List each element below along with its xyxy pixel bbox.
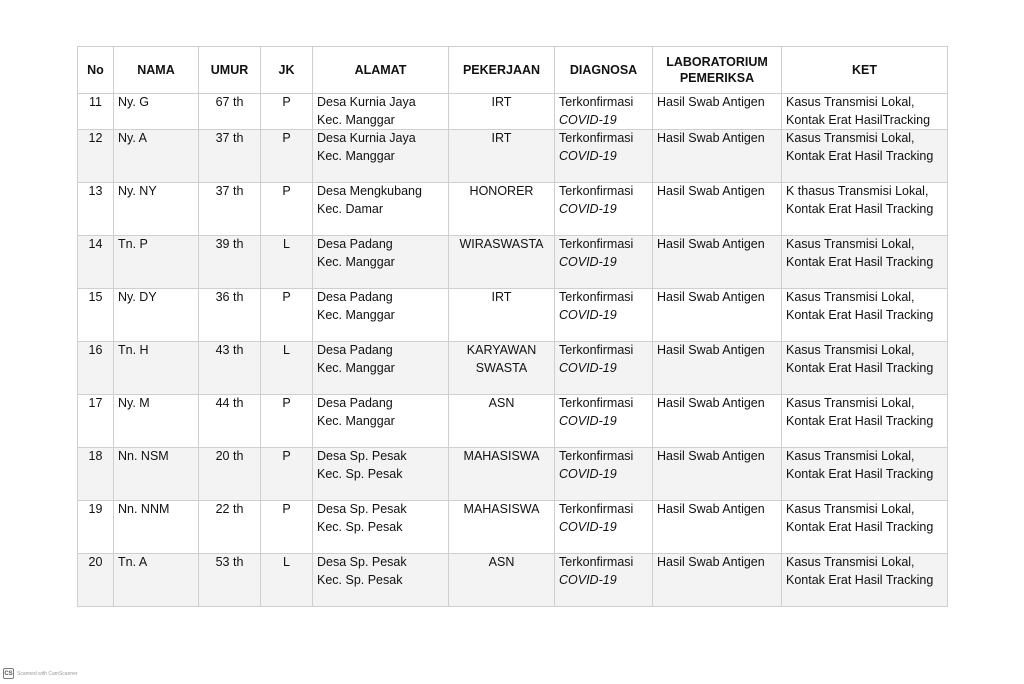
pekerjaan-text: IRT — [491, 131, 512, 145]
header-jk: JK — [261, 47, 313, 94]
cell-nama: Tn. A — [114, 554, 199, 607]
pekerjaan-text: MAHASISWA — [463, 502, 540, 516]
cell-pekerjaan — [449, 501, 555, 554]
pekerjaan-text: HONORER — [469, 184, 534, 198]
cell-no: 19 — [78, 501, 114, 554]
table-row — [78, 289, 948, 342]
cell-laboratorium — [653, 289, 782, 342]
cell-alamat — [313, 130, 449, 183]
pekerjaan-text: WIRASWASTA — [459, 237, 544, 251]
table-row — [78, 94, 948, 130]
diagnosa-status: Terkonfirmasi — [559, 290, 634, 304]
lab-text: Hasil Swab Antigen — [657, 237, 765, 251]
cell-nama: Ny. NY — [114, 183, 199, 236]
cell-ket — [782, 395, 948, 448]
cell-pekerjaan — [449, 554, 555, 607]
lab-text: Hasil Swab Antigen — [657, 131, 765, 145]
cell-umur: 36 th — [199, 289, 261, 342]
diagnosa-status: Terkonfirmasi — [559, 131, 634, 145]
diagnosa-disease: COVID-19 — [559, 572, 617, 587]
diagnosa-status: Terkonfirmasi — [559, 449, 634, 463]
cell-laboratorium — [653, 236, 782, 289]
cell-laboratorium — [653, 342, 782, 395]
alamat-kecamatan: Kec. Sp. Pesak — [317, 572, 403, 587]
cell-diagnosa — [555, 236, 653, 289]
table-row — [78, 130, 948, 183]
camscanner-logo-icon: CS — [3, 668, 14, 679]
cell-no: 11 — [78, 94, 114, 130]
cell-ket — [782, 554, 948, 607]
cell-umur: 22 th — [199, 501, 261, 554]
header-umur: UMUR — [199, 47, 261, 94]
cell-umur: 44 th — [199, 395, 261, 448]
cell-pekerjaan — [449, 130, 555, 183]
table-row — [78, 554, 948, 607]
cell-laboratorium — [653, 554, 782, 607]
pekerjaan-text: MAHASISWA — [463, 449, 540, 463]
cell-ket — [782, 501, 948, 554]
cell-umur: 43 th — [199, 342, 261, 395]
cell-nama: Tn. P — [114, 236, 199, 289]
cell-no: 18 — [78, 448, 114, 501]
cell-alamat — [313, 236, 449, 289]
header-ket: KET — [782, 47, 948, 94]
cell-jk: P — [261, 395, 313, 448]
cell-umur: 53 th — [199, 554, 261, 607]
cell-laboratorium — [653, 183, 782, 236]
diagnosa-status: Terkonfirmasi — [559, 95, 634, 109]
cell-alamat — [313, 183, 449, 236]
alamat-kecamatan: Kec. Sp. Pesak — [317, 519, 403, 534]
cell-pekerjaan — [449, 342, 555, 395]
table-row — [78, 448, 948, 501]
ket-text: Kasus Transmisi Lokal, Kontak Erat Hasil Tracking — [786, 555, 934, 587]
cell-pekerjaan — [449, 94, 555, 130]
table-row — [78, 342, 948, 395]
alamat-kecamatan: Kec. Sp. Pesak — [317, 466, 403, 481]
cell-diagnosa — [555, 94, 653, 130]
ket-text: Kasus Transmisi Lokal, Kontak Erat Hasil Tracking — [786, 449, 934, 481]
cell-umur: 20 th — [199, 448, 261, 501]
cell-jk: P — [261, 94, 313, 130]
lab-text: Hasil Swab Antigen — [657, 184, 765, 198]
cell-alamat — [313, 94, 449, 130]
cell-nama: Nn. NNM — [114, 501, 199, 554]
cell-umur: 39 th — [199, 236, 261, 289]
cell-no: 17 — [78, 395, 114, 448]
cell-no: 15 — [78, 289, 114, 342]
cell-ket — [782, 94, 948, 130]
cell-pekerjaan — [449, 289, 555, 342]
alamat-kecamatan: Kec. Manggar — [317, 148, 395, 163]
cell-diagnosa — [555, 130, 653, 183]
ket-text: Kasus Transmisi Lokal, Kontak Erat HasilTracking — [786, 95, 931, 127]
alamat-desa: Desa Sp. Pesak — [317, 502, 407, 516]
cell-laboratorium — [653, 501, 782, 554]
table-row — [78, 501, 948, 554]
diagnosa-disease: COVID-19 — [559, 519, 617, 534]
alamat-kecamatan: Kec. Manggar — [317, 254, 395, 269]
ket-text: K thasus Transmisi Lokal, Kontak Erat Hasil Tracking — [786, 184, 934, 216]
pekerjaan-text: IRT — [491, 95, 512, 109]
alamat-desa: Desa Padang — [317, 237, 393, 251]
cell-jk: P — [261, 183, 313, 236]
cell-jk: P — [261, 448, 313, 501]
cell-nama: Ny. A — [114, 130, 199, 183]
pekerjaan-text: ASN — [488, 555, 515, 569]
cell-diagnosa — [555, 501, 653, 554]
scanner-watermark — [3, 668, 78, 679]
alamat-desa: Desa Sp. Pesak — [317, 449, 407, 463]
cell-ket — [782, 448, 948, 501]
diagnosa-disease: COVID-19 — [559, 112, 617, 127]
diagnosa-disease: COVID-19 — [559, 254, 617, 269]
diagnosa-disease: COVID-19 — [559, 360, 617, 375]
cell-alamat — [313, 395, 449, 448]
header-row — [78, 47, 948, 94]
alamat-kecamatan: Kec. Manggar — [317, 112, 395, 127]
diagnosa-disease: COVID-19 — [559, 413, 617, 428]
header-no: No — [78, 47, 114, 94]
cell-ket — [782, 289, 948, 342]
cell-pekerjaan — [449, 395, 555, 448]
cell-diagnosa — [555, 448, 653, 501]
ket-text: Kasus Transmisi Lokal, Kontak Erat Hasil Tracking — [786, 131, 934, 163]
cell-ket — [782, 130, 948, 183]
cell-diagnosa — [555, 289, 653, 342]
cell-laboratorium — [653, 130, 782, 183]
pekerjaan-text: KARYAWAN SWASTA — [466, 343, 537, 375]
alamat-kecamatan: Kec. Manggar — [317, 413, 395, 428]
lab-text: Hasil Swab Antigen — [657, 95, 765, 109]
cell-nama: Ny. DY — [114, 289, 199, 342]
cell-laboratorium — [653, 395, 782, 448]
diagnosa-status: Terkonfirmasi — [559, 184, 634, 198]
case-table — [77, 46, 948, 607]
diagnosa-disease: COVID-19 — [559, 148, 617, 163]
cell-diagnosa — [555, 183, 653, 236]
alamat-desa: Desa Kurnia Jaya — [317, 95, 416, 109]
diagnosa-disease: COVID-19 — [559, 466, 617, 481]
cell-nama: Nn. NSM — [114, 448, 199, 501]
alamat-desa: Desa Sp. Pesak — [317, 555, 407, 569]
cell-ket — [782, 236, 948, 289]
ket-text: Kasus Transmisi Lokal, Kontak Erat Hasil Tracking — [786, 502, 934, 534]
pekerjaan-text: ASN — [488, 396, 515, 410]
cell-jk: L — [261, 342, 313, 395]
cell-alamat — [313, 448, 449, 501]
cell-pekerjaan — [449, 448, 555, 501]
alamat-desa: Desa Padang — [317, 343, 393, 357]
lab-text: Hasil Swab Antigen — [657, 555, 765, 569]
scanner-caption: Scanned with CamScanner — [17, 670, 78, 677]
cell-no: 14 — [78, 236, 114, 289]
lab-text: Hasil Swab Antigen — [657, 449, 765, 463]
cell-diagnosa — [555, 342, 653, 395]
lab-text: Hasil Swab Antigen — [657, 343, 765, 357]
diagnosa-disease: COVID-19 — [559, 307, 617, 322]
cell-no: 20 — [78, 554, 114, 607]
cell-alamat — [313, 289, 449, 342]
header-lab-line1: LABORATORIUM — [666, 55, 768, 69]
ket-text: Kasus Transmisi Lokal, Kontak Erat Hasil Tracking — [786, 396, 934, 428]
cell-alamat — [313, 554, 449, 607]
cell-pekerjaan — [449, 183, 555, 236]
alamat-kecamatan: Kec. Manggar — [317, 307, 395, 322]
lab-text: Hasil Swab Antigen — [657, 502, 765, 516]
cell-pekerjaan — [449, 236, 555, 289]
cell-alamat — [313, 342, 449, 395]
cell-nama: Ny. M — [114, 395, 199, 448]
diagnosa-status: Terkonfirmasi — [559, 555, 634, 569]
header-nama: NAMA — [114, 47, 199, 94]
cell-ket — [782, 342, 948, 395]
ket-text: Kasus Transmisi Lokal, Kontak Erat Hasil Tracking — [786, 237, 934, 269]
lab-text: Hasil Swab Antigen — [657, 396, 765, 410]
cell-ket — [782, 183, 948, 236]
cell-jk: P — [261, 130, 313, 183]
table-row — [78, 183, 948, 236]
cell-laboratorium — [653, 448, 782, 501]
diagnosa-status: Terkonfirmasi — [559, 502, 634, 516]
ket-text: Kasus Transmisi Lokal, Kontak Erat Hasil Tracking — [786, 290, 934, 322]
cell-no: 12 — [78, 130, 114, 183]
header-lab-line2: PEMERIKSA — [679, 71, 755, 85]
diagnosa-status: Terkonfirmasi — [559, 237, 634, 251]
cell-umur: 67 th — [199, 94, 261, 130]
lab-text: Hasil Swab Antigen — [657, 290, 765, 304]
alamat-desa: Desa Padang — [317, 396, 393, 410]
alamat-desa: Desa Padang — [317, 290, 393, 304]
cell-jk: P — [261, 501, 313, 554]
cell-jk: P — [261, 289, 313, 342]
diagnosa-disease: COVID-19 — [559, 201, 617, 216]
table-row — [78, 395, 948, 448]
diagnosa-status: Terkonfirmasi — [559, 396, 634, 410]
header-alamat: ALAMAT — [313, 47, 449, 94]
alamat-desa: Desa Kurnia Jaya — [317, 131, 416, 145]
cell-laboratorium — [653, 94, 782, 130]
pekerjaan-text: IRT — [491, 290, 512, 304]
diagnosa-status: Terkonfirmasi — [559, 343, 634, 357]
cell-no: 13 — [78, 183, 114, 236]
alamat-desa: Desa Mengkubang — [317, 184, 422, 198]
alamat-kecamatan: Kec. Damar — [317, 201, 383, 216]
table-row — [78, 236, 948, 289]
cell-umur: 37 th — [199, 130, 261, 183]
cell-diagnosa — [555, 554, 653, 607]
cell-alamat — [313, 501, 449, 554]
cell-umur: 37 th — [199, 183, 261, 236]
header-laboratorium — [653, 47, 782, 94]
cell-nama: Ny. G — [114, 94, 199, 130]
ket-text: Kasus Transmisi Lokal, Kontak Erat Hasil Tracking — [786, 343, 934, 375]
cell-jk: L — [261, 236, 313, 289]
alamat-kecamatan: Kec. Manggar — [317, 360, 395, 375]
cell-nama: Tn. H — [114, 342, 199, 395]
cell-jk: L — [261, 554, 313, 607]
cell-no: 16 — [78, 342, 114, 395]
header-diagnosa: DIAGNOSA — [555, 47, 653, 94]
header-pekerjaan: PEKERJAAN — [449, 47, 555, 94]
cell-diagnosa — [555, 395, 653, 448]
